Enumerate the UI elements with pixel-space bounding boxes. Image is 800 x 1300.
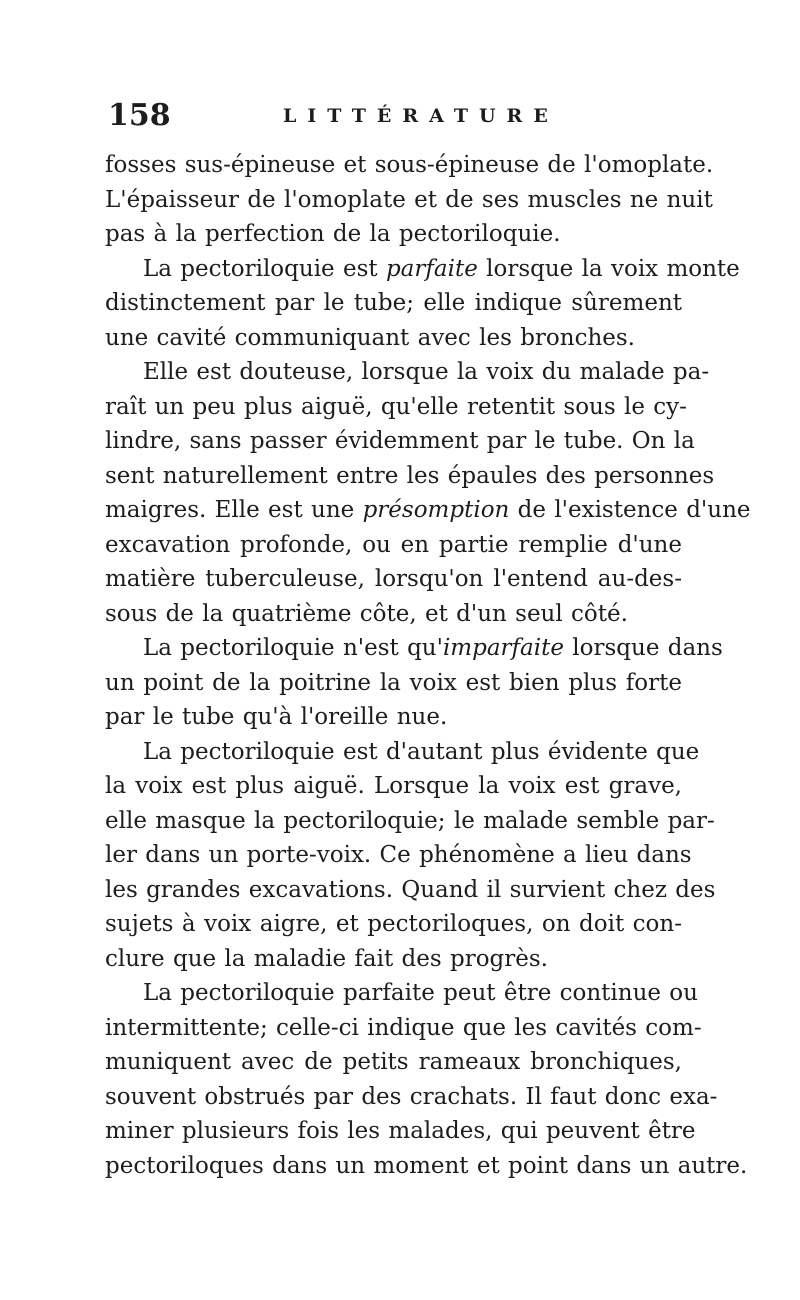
italic-word: imparfaite bbox=[442, 635, 564, 661]
text-line: lindre, sans passer évidemment par le tube. On la bbox=[105, 428, 695, 454]
text-line: intermittente; celle-ci indique que les cavités com- bbox=[105, 1014, 702, 1041]
text-line: fosses sus-épineuse et sous-épineuse de l'omoplate. bbox=[105, 152, 714, 178]
text-line: les grandes excavations. Quand il survient chez des bbox=[105, 876, 716, 903]
text-line: sujets à voix aigre, et pectoriloques, on doit con- bbox=[105, 911, 682, 937]
text-line: matière tuberculeuse, lorsqu'on l'entend au-des- bbox=[105, 566, 682, 592]
text-line: L'épaisseur de l'omoplate et de ses muscles ne nuit bbox=[105, 186, 713, 213]
text-line: sent naturellement entre les épaules des personnes bbox=[105, 462, 715, 489]
text-line: raît un peu plus aiguë, qu'elle retentit sous le cy- bbox=[105, 393, 687, 420]
page-number: 158 bbox=[108, 98, 171, 133]
italic-word: parfaite bbox=[385, 255, 478, 282]
text-line: pectoriloques dans un moment et point dans un autre. bbox=[105, 1152, 748, 1179]
text-line: excavation profonde, ou en partie remplie d'une bbox=[105, 531, 682, 558]
text-line: elle masque la pectoriloquie; le malade semble par- bbox=[105, 807, 715, 834]
page-header bbox=[108, 96, 678, 136]
text-line: La pectoriloquie parfaite peut être continue ou bbox=[143, 980, 698, 1006]
text-line: un point de la poitrine la voix est bien plus forte bbox=[105, 669, 682, 696]
italic-word: présomption bbox=[362, 497, 510, 523]
text-line: miner plusieurs fois les malades, qui peuvent être bbox=[105, 1118, 696, 1144]
body-text bbox=[105, 148, 751, 1183]
text-line: ler dans un porte-voix. Ce phénomène a lieu dans bbox=[105, 842, 692, 868]
text-line: La pectoriloquie est d'autant plus évidente que bbox=[143, 738, 700, 765]
text-line: clure que la maladie fait des progrès. bbox=[105, 945, 548, 972]
text-line: La pectoriloquie est parfaite lorsque la voix monte bbox=[143, 255, 740, 282]
text-line: la voix est plus aiguë. Lorsque la voix est grave, bbox=[105, 773, 682, 799]
text-line: sous de la quatrième côte, et d'un seul côté. bbox=[105, 600, 628, 627]
text-line: pas à la perfection de la pectoriloquie. bbox=[105, 221, 561, 247]
running-head: LITTÉRATURE bbox=[283, 105, 559, 127]
text-line: maigres. Elle est une présomption de l'existence d'une bbox=[105, 497, 751, 523]
text-line: Elle est douteuse, lorsque la voix du malade pa- bbox=[143, 359, 710, 385]
text-line: La pectoriloquie n'est qu'imparfaite lorsque dans bbox=[143, 635, 723, 661]
text-line: muniquent avec de petits rameaux bronchiques, bbox=[105, 1049, 682, 1075]
text-line: une cavité communiquant avec les bronches. bbox=[105, 324, 635, 351]
text-line: par le tube qu'à l'oreille nue. bbox=[105, 704, 448, 730]
text-line: souvent obstrués par des crachats. Il faut donc exa- bbox=[105, 1083, 718, 1110]
text-line: distinctement par le tube; elle indique sûrement bbox=[105, 290, 682, 316]
